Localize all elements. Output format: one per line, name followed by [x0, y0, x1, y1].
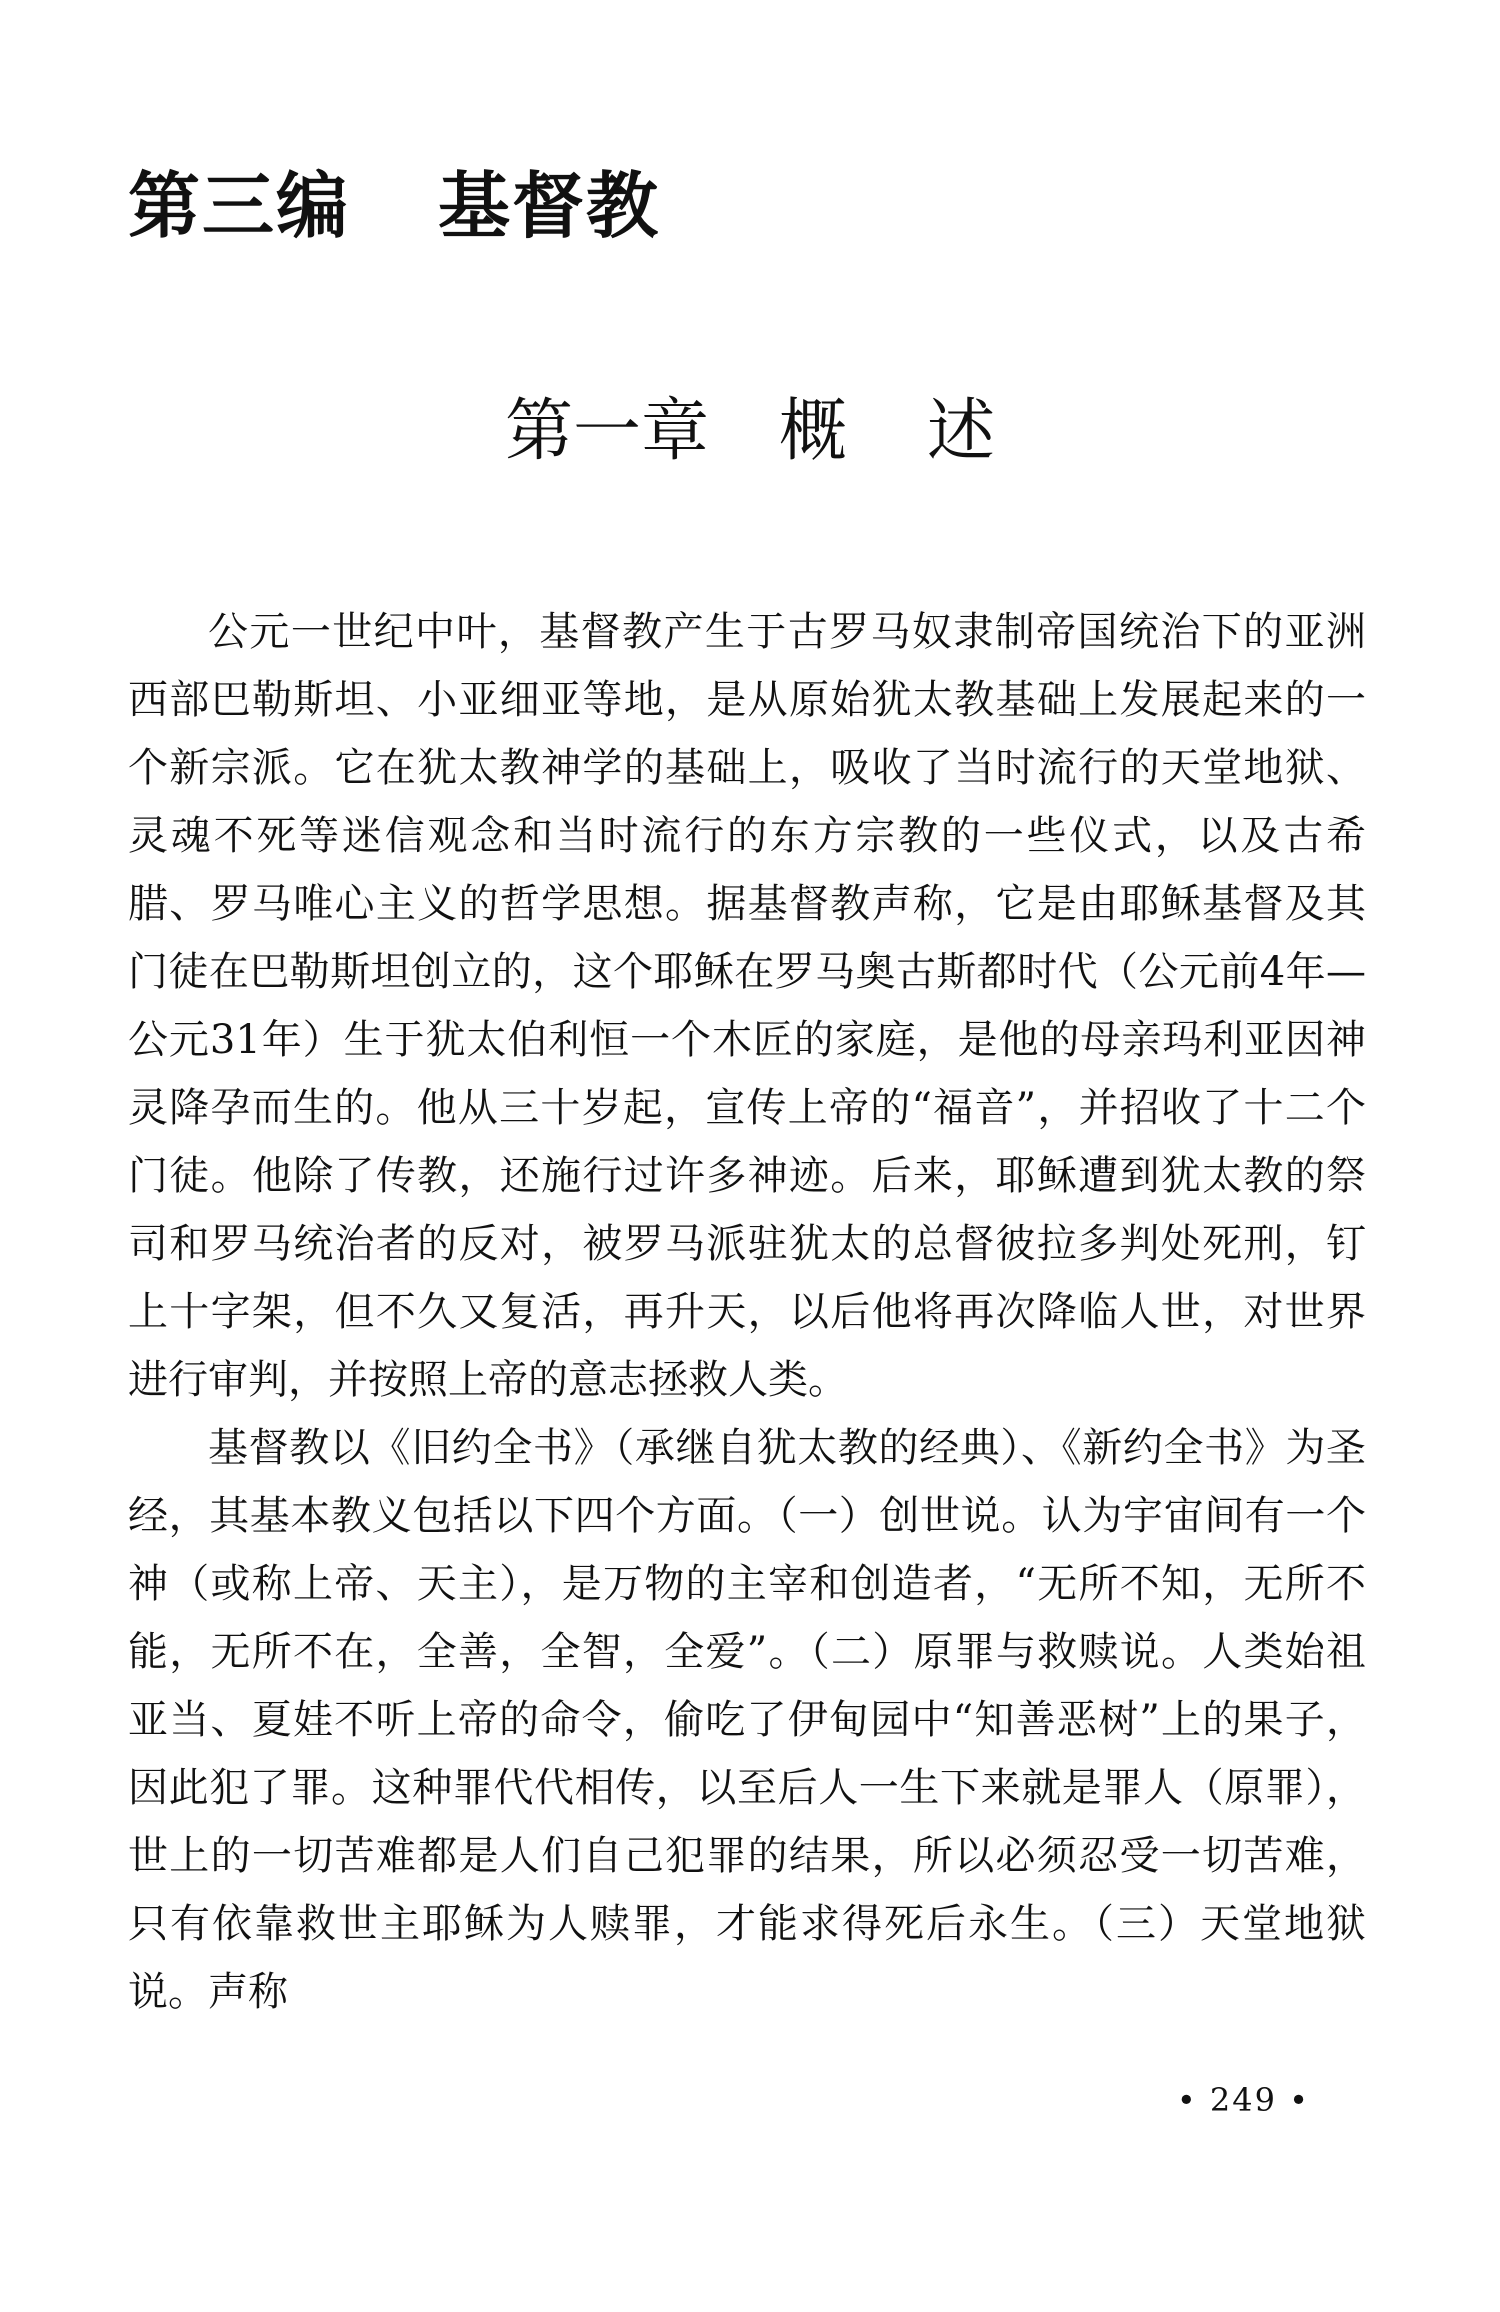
chapter-title	[0, 392, 1500, 471]
paragraph-1: 公元一世纪中叶，基督教产生于古罗马奴隶制帝国统治下的亚洲西部巴勒斯坦、小亚细亚等地，是从原始犹太教基础上发展起来的一个新宗派。它在犹太教神学的基础上，吸收了当时流行的天堂地狱、灵魂不死等迷信观念和当时流行的东方宗教的一些仪式，以及古希腊、罗马唯心主义的哲学思想。据基督教声称，它是由耶稣基督及其门徒在巴勒斯坦创立的，这个耶稣在罗马奥古斯都时代（公元前4年—公元31年）生于犹太伯利恒一个木匠的家庭，是他的母亲玛利亚因神灵降孕而生的。他从三十岁起，宣传上帝的“福音”，并招收了十二个门徒。他除了传教，还施行过许多神迹。后来，耶稣遭到犹太教的祭司和罗马统治者的反对，被罗马派驻犹太的总督彼拉多判处死刑，钉上十字架，但不久又复活，再升天，以后他将再次降临人世，对世界进行审判，并按照上帝的意志拯救人类。	[128, 609, 1366, 1403]
paragraph-2: 基督教以《旧约全书》（承继自犹太教的经典）、《新约全书》为圣经，其基本教义包括以下四个方面。（一）创世说。认为宇宙间有一个神（或称上帝、天主），是万物的主宰和创造者，“无所不知，无所不能，无所不在，全善，全智，全爱”。（二）原罪与救赎说。人类始祖亚当、夏娃不听上帝的命令，偷吃了伊甸园中“知善恶树”上的果子，因此犯了罪。这种罪代代相传，以至后人一生下来就是罪人（原罪），世上的一切苦难都是人们自己犯罪的结果，所以必须忍受一切苦难，只有依靠救世主耶稣为人赎罪，才能求得死后永生。（三）天堂地狱说。声称	[128, 1425, 1366, 2015]
body-text	[128, 598, 1366, 2026]
chapter-label: 第一章	[504, 392, 709, 471]
part-title	[128, 163, 661, 248]
chapter-name: 概述	[779, 392, 1076, 471]
part-label: 第三编	[128, 163, 351, 248]
part-name: 基督教	[438, 163, 661, 248]
page-number: • 249 •	[1176, 2081, 1310, 2119]
